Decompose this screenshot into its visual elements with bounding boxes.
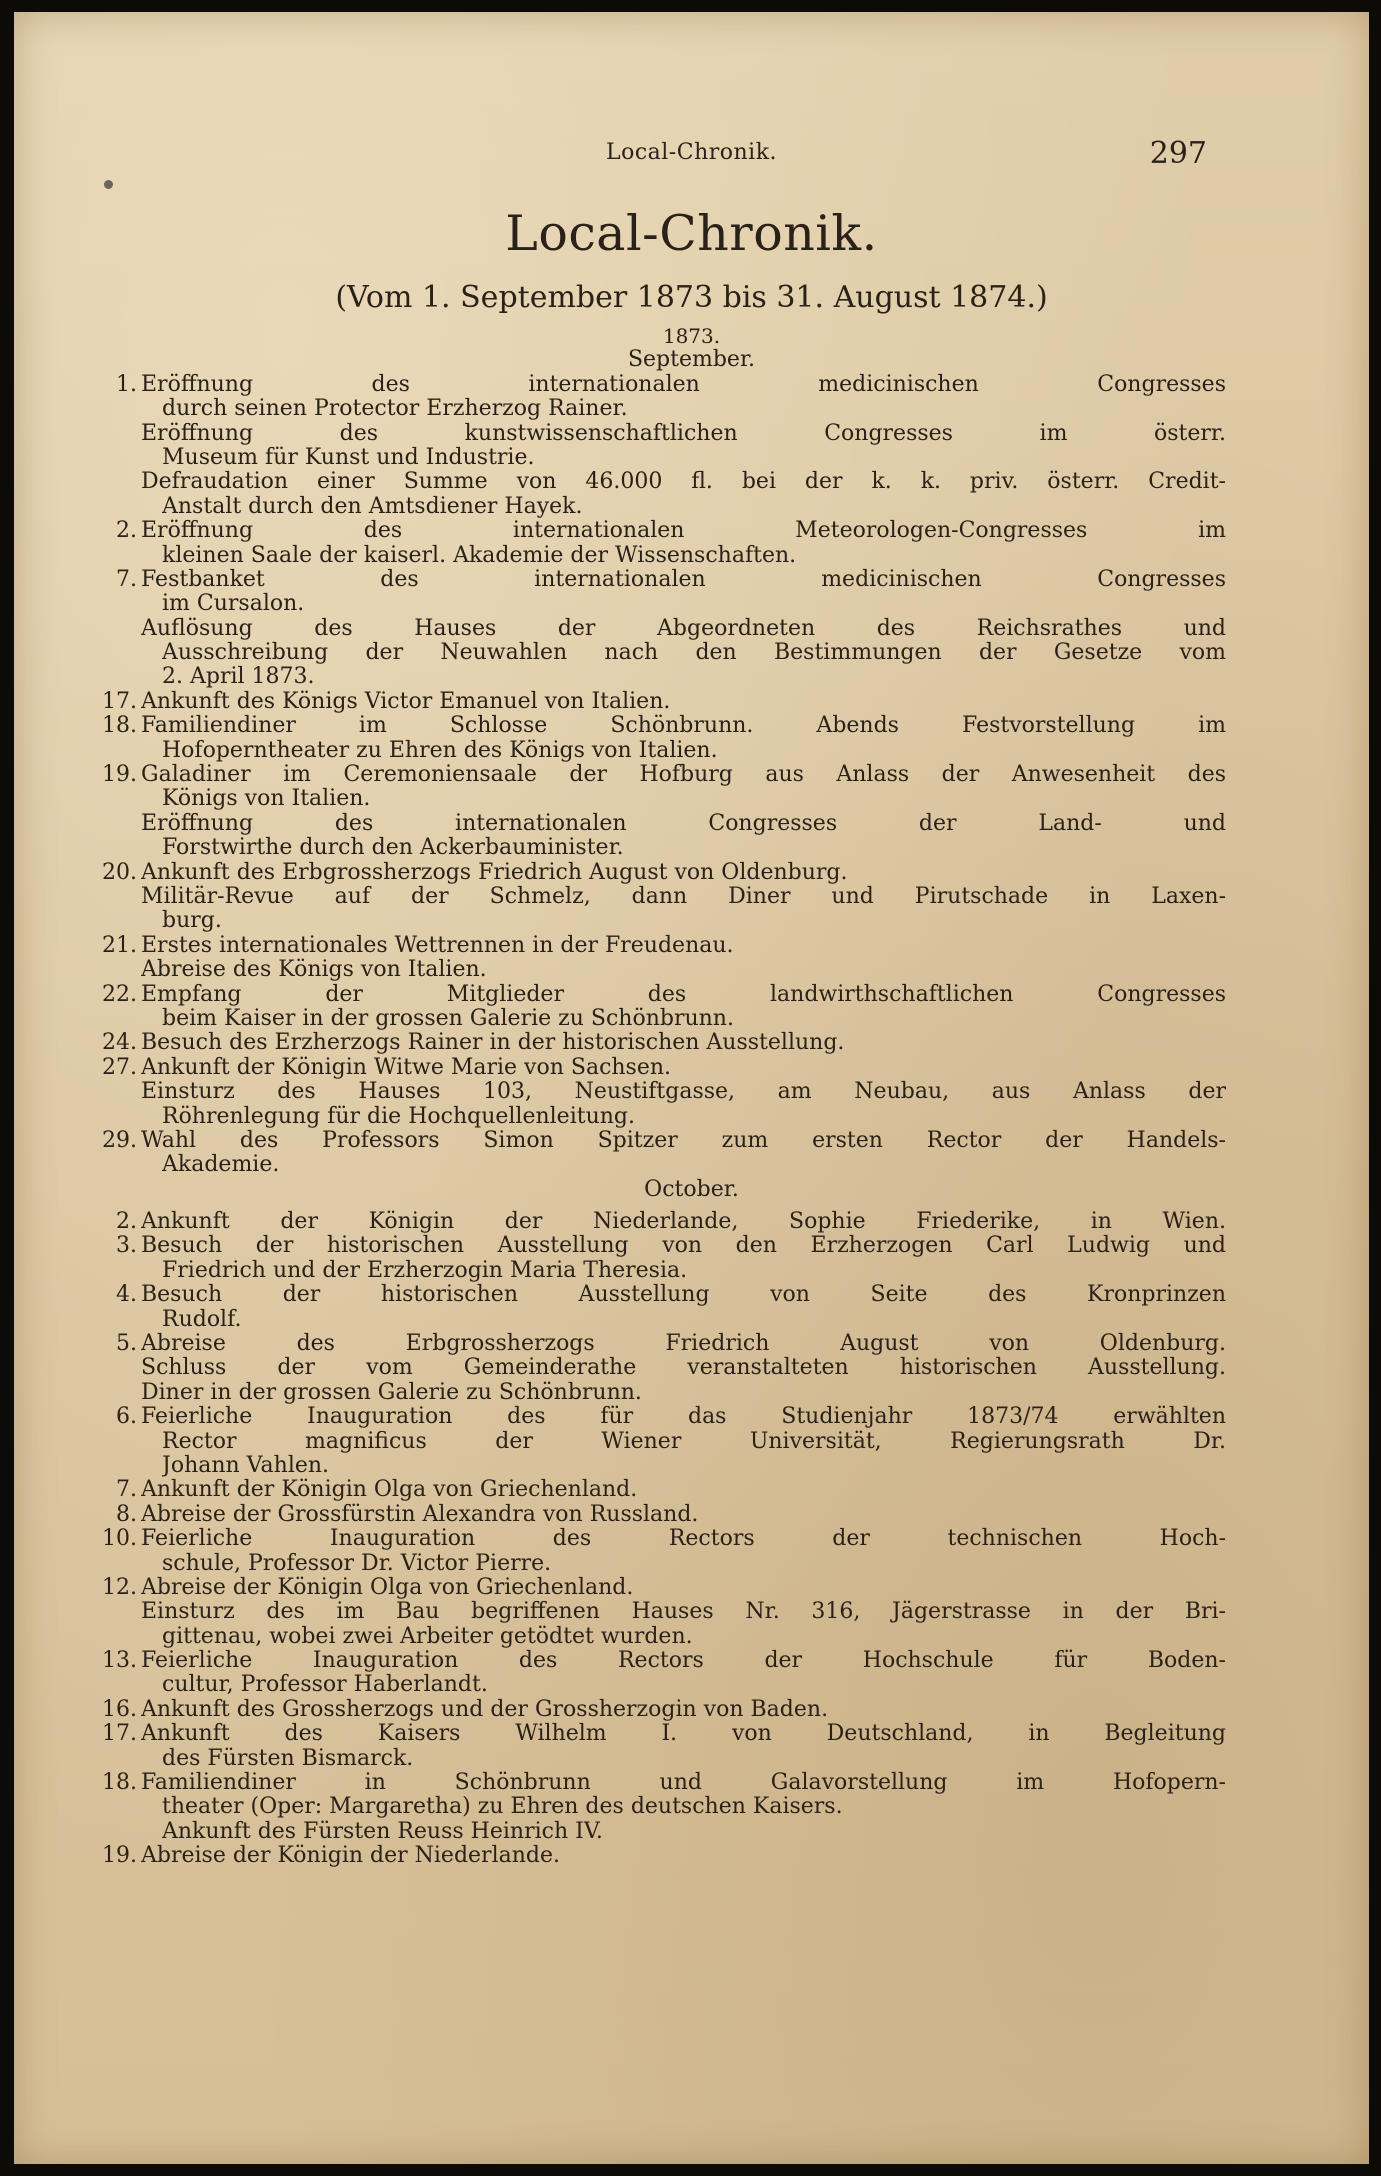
chronicle-line: [14, 1478, 1369, 1502]
entry-text: Feierliche Inauguration des Rectors der Hochschule für Boden-: [141, 1649, 1226, 1674]
chronicle-line: [14, 885, 1369, 909]
chronicle-line: [14, 373, 1369, 397]
chronicle-line: [14, 1795, 1369, 1819]
day-number: 27.: [102, 1054, 137, 1080]
chronicle-line: [14, 1007, 1369, 1031]
day-number: 20.: [102, 859, 137, 885]
section-gap: [14, 1202, 1369, 1210]
entry-text: kleinen Saale der kaiserl. Akademie der Wissenschaften.: [162, 543, 797, 568]
day-number: 1.: [116, 371, 137, 397]
month-heading: [14, 1178, 1369, 1202]
day-number: 22.: [102, 981, 137, 1007]
entry-text: Galadiner im Ceremoniensaale der Hofburg aus Anlass der Anwesenheit des: [141, 763, 1226, 788]
entry-text: cultur, Professor Haberlandt.: [162, 1673, 488, 1698]
entry-text: Familiendiner in Schönbrunn und Galavorstellung im Hofopern-: [141, 1771, 1226, 1796]
day-number: 17.: [102, 688, 137, 714]
entry-text: Abreise der Grossfürstin Alexandra von Russland.: [141, 1502, 699, 1527]
chronicle-line: [14, 1332, 1369, 1356]
chronicle-line: [14, 1381, 1369, 1405]
day-number: 12.: [102, 1574, 137, 1600]
entry-text: Friedrich und der Erzherzogin Maria Theresia.: [162, 1258, 688, 1283]
chronicle-line: [14, 1080, 1369, 1104]
chronicle-line: [14, 568, 1369, 592]
chronicle-line: [14, 934, 1369, 958]
chronicle-line: [14, 1405, 1369, 1429]
chronicle-line: [14, 1153, 1369, 1177]
page-number: 297: [1149, 136, 1207, 171]
entry-text: des Fürsten Bismarck.: [162, 1746, 414, 1771]
chronicle-line: [14, 592, 1369, 616]
chronicle-line: [14, 1625, 1369, 1649]
chronicle-line: [14, 983, 1369, 1007]
entry-text: Abreise des Erbgrossherzogs Friedrich August von Oldenburg.: [141, 1332, 1226, 1357]
entry-text: Eröffnung des internationalen medicinischen Congresses: [141, 372, 1226, 397]
chronicle-line: [14, 470, 1369, 494]
entry-text: Ankunft der Königin Olga von Griechenland.: [141, 1478, 638, 1503]
chronicle-line: [14, 1129, 1369, 1153]
chronicle-line: [14, 1576, 1369, 1600]
month-label: September.: [627, 348, 756, 373]
entry-text: Eröffnung des internationalen Meteorologen-Congresses im: [141, 519, 1226, 544]
day-number: 17.: [102, 1721, 137, 1747]
entry-text: Ankunft des Erbgrossherzogs Friedrich August von Oldenburg.: [141, 860, 848, 885]
day-number: 8.: [116, 1501, 137, 1527]
running-head: Local-Chronik.: [605, 140, 778, 165]
day-number: 6.: [116, 1404, 137, 1430]
chronicle-line: [14, 1031, 1369, 1055]
entry-text: Johann Vahlen.: [162, 1453, 330, 1478]
chapter-title: Local-Chronik.: [505, 205, 878, 262]
chronicle-line: [14, 1527, 1369, 1551]
day-number: 16.: [102, 1696, 137, 1722]
entry-text: Museum für Kunst und Industrie.: [162, 445, 535, 470]
entry-text: Einsturz des im Bau begriffenen Hauses Nr. 316, Jägerstrasse in der Bri-: [141, 1600, 1226, 1625]
day-number: 10.: [102, 1526, 137, 1552]
chronicle-line: [14, 1308, 1369, 1332]
chronicle-line: [14, 397, 1369, 421]
chronicle-line: [14, 763, 1369, 787]
year-label: 1873.: [662, 324, 721, 348]
entry-text: Abreise der Königin Olga von Griechenland.: [141, 1575, 634, 1600]
chronicle-line: [14, 1771, 1369, 1795]
chronicle-line: [14, 1552, 1369, 1576]
chronicle-line: [14, 690, 1369, 714]
entry-text: Schluss der vom Gemeinderathe veranstalteten historischen Ausstellung.: [141, 1356, 1226, 1381]
entry-text: Abreise des Königs von Italien.: [141, 958, 487, 983]
entry-text: Auflösung des Hauses der Abgeordneten des Reichsrathes und: [141, 616, 1226, 641]
chronicle-line: [14, 1844, 1369, 1868]
entry-text: 2. April 1873.: [162, 665, 315, 690]
day-number: 21.: [102, 932, 137, 958]
year-heading: [14, 324, 1369, 348]
chronicle-line: [14, 787, 1369, 811]
day-number: 19.: [102, 1843, 137, 1869]
entry-text: im Cursalon.: [162, 592, 305, 617]
day-number: 18.: [102, 713, 137, 739]
chronicle-line: [14, 1673, 1369, 1697]
entry-text: Besuch der historischen Ausstellung von den Erzherzogen Carl Ludwig und: [141, 1234, 1226, 1259]
day-number: 29.: [102, 1127, 137, 1153]
entry-text: Besuch der historischen Ausstellung von Seite des Kronprinzen: [141, 1283, 1226, 1308]
chronicle-line: [14, 1105, 1369, 1129]
day-number: 7.: [116, 1477, 137, 1503]
entry-text: beim Kaiser in der grossen Galerie zu Schönbrunn.: [162, 1006, 734, 1031]
month-label: October.: [644, 1177, 739, 1202]
entry-text: Forstwirthe durch den Ackerbauminister.: [162, 836, 624, 861]
chronicle-line: [14, 1649, 1369, 1673]
entry-text: Feierliche Inauguration des Rectors der technischen Hoch-: [141, 1527, 1226, 1552]
day-number: 4.: [116, 1282, 137, 1308]
entry-text: Rudolf.: [162, 1307, 242, 1332]
chronicle-line: [14, 1454, 1369, 1478]
chronicle-line: [14, 446, 1369, 470]
chronicle-line: [14, 1356, 1369, 1380]
chronicle-line: [14, 641, 1369, 665]
entry-text: Anstalt durch den Amtsdiener Hayek.: [162, 494, 583, 519]
chapter-subtitle: (Vom 1. September 1873 bis 31. August 1874.): [335, 280, 1048, 315]
month-heading: [14, 348, 1369, 372]
entry-text: Feierliche Inauguration des für das Studienjahr 1873/74 erwählten: [141, 1405, 1226, 1430]
chronicle-line: [14, 1234, 1369, 1258]
entry-text: theater (Oper: Margaretha) zu Ehren des deutschen Kaisers.: [162, 1795, 843, 1820]
chronicle-entries: [14, 324, 1369, 1869]
entry-text: gittenau, wobei zwei Arbeiter getödtet wurden.: [162, 1624, 693, 1649]
entry-text: Eröffnung des internationalen Congresses der Land- und: [141, 811, 1226, 836]
chronicle-line: [14, 422, 1369, 446]
entry-text: Ankunft der Königin Witwe Marie von Sachsen.: [141, 1055, 672, 1080]
chronicle-line: [14, 836, 1369, 860]
chronicle-line: [14, 739, 1369, 763]
entry-text: Ankunft des Königs Victor Emanuel von Italien.: [141, 689, 671, 714]
chronicle-line: [14, 1747, 1369, 1771]
chronicle-line: [14, 714, 1369, 738]
day-number: 13.: [102, 1648, 137, 1674]
entry-text: Einsturz des Hauses 103, Neustiftgasse, am Neubau, aus Anlass der: [141, 1080, 1226, 1105]
entry-text: Ankunft des Kaisers Wilhelm I. von Deutschland, in Begleitung: [141, 1722, 1226, 1747]
chronicle-line: [14, 861, 1369, 885]
chronicle-line: [14, 958, 1369, 982]
day-number: 18.: [102, 1770, 137, 1796]
day-number: 24.: [102, 1030, 137, 1056]
chronicle-line: [14, 519, 1369, 543]
chronicle-line: [14, 909, 1369, 933]
chronicle-line: [14, 1283, 1369, 1307]
book-page: [14, 12, 1369, 2164]
day-number: 19.: [102, 762, 137, 788]
entry-text: Hofoperntheater zu Ehren des Königs von Italien.: [162, 738, 718, 763]
entry-text: Abreise der Königin der Niederlande.: [141, 1844, 560, 1869]
entry-text: Familiendiner im Schlosse Schönbrunn. Abends Festvorstellung im: [141, 714, 1226, 739]
entry-text: Empfang der Mitglieder des landwirthschaftlichen Congresses: [141, 982, 1226, 1007]
chronicle-line: [14, 1722, 1369, 1746]
chronicle-line: [14, 617, 1369, 641]
entry-text: Eröffnung des kunstwissenschaftlichen Congresses im österr.: [141, 421, 1226, 446]
ink-spot: [104, 180, 113, 189]
chronicle-line: [14, 1600, 1369, 1624]
chronicle-line: [14, 665, 1369, 689]
day-number: 2.: [116, 518, 137, 544]
chronicle-line: [14, 495, 1369, 519]
entry-text: Ankunft des Grossherzogs und der Grossherzogin von Baden.: [141, 1697, 829, 1722]
entry-text: Ankunft der Königin der Niederlande, Sophie Friederike, in Wien.: [141, 1210, 1226, 1235]
day-number: 3.: [116, 1233, 137, 1259]
entry-text: Akademie.: [162, 1153, 280, 1178]
entry-text: Rector magnificus der Wiener Universität, Regierungsrath Dr.: [162, 1429, 1226, 1454]
day-number: 7.: [116, 566, 137, 592]
chronicle-line: [14, 1259, 1369, 1283]
entry-text: burg.: [162, 909, 222, 934]
chronicle-line: [14, 1430, 1369, 1454]
chronicle-line: [14, 1503, 1369, 1527]
entry-text: Röhrenlegung für die Hochquellenleitung.: [162, 1104, 635, 1129]
chronicle-line: [14, 812, 1369, 836]
entry-text: Militär-Revue auf der Schmelz, dann Diner und Pirutschade in Laxen-: [141, 884, 1226, 909]
entry-text: Besuch des Erzherzogs Rainer in der historischen Ausstellung.: [141, 1031, 845, 1056]
entry-text: schule, Professor Dr. Victor Pierre.: [162, 1551, 552, 1576]
day-number: 2.: [116, 1209, 137, 1235]
chronicle-line: [14, 1820, 1369, 1844]
entry-text: Wahl des Professors Simon Spitzer zum ersten Rector der Handels-: [141, 1128, 1226, 1153]
chronicle-line: [14, 1210, 1369, 1234]
entry-text: Ausschreibung der Neuwahlen nach den Bestimmungen der Gesetze vom: [162, 641, 1226, 666]
entry-text: Erstes internationales Wettrennen in der Freudenau.: [141, 933, 734, 958]
entry-text: Defraudation einer Summe von 46.000 fl. bei der k. k. priv. österr. Credit-: [141, 470, 1226, 495]
entry-text: durch seinen Protector Erzherzog Rainer.: [162, 397, 628, 422]
chronicle-line: [14, 544, 1369, 568]
chronicle-line: [14, 1698, 1369, 1722]
entry-text: Festbanket des internationalen medicinischen Congresses: [141, 567, 1226, 592]
entry-text: Diner in der grossen Galerie zu Schönbrunn.: [141, 1380, 642, 1405]
entry-text: Ankunft des Fürsten Reuss Heinrich IV.: [162, 1819, 603, 1844]
day-number: 5.: [116, 1331, 137, 1357]
entry-text: Königs von Italien.: [162, 787, 371, 812]
chronicle-line: [14, 1056, 1369, 1080]
